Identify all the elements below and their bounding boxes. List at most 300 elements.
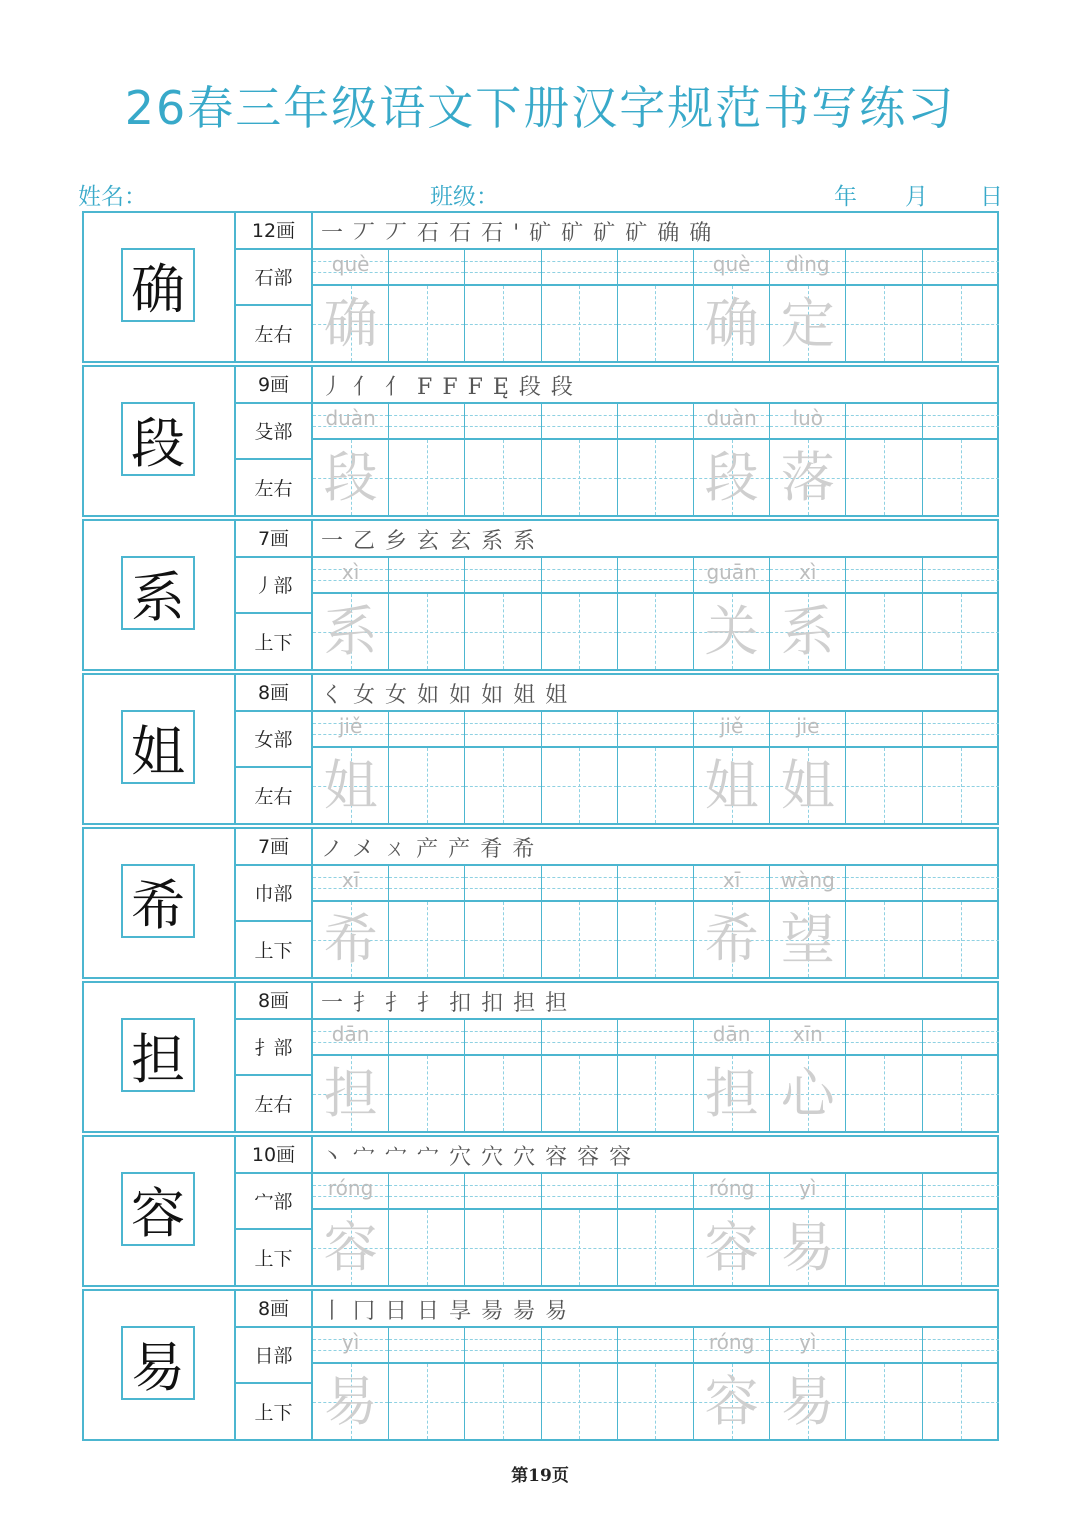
stroke-order-row bbox=[313, 213, 999, 250]
writing-cell[interactable] bbox=[694, 866, 770, 977]
stroke-step: 丶 bbox=[321, 1145, 354, 1170]
writing-cell[interactable] bbox=[923, 404, 999, 515]
writing-cell[interactable] bbox=[465, 558, 541, 669]
writing-cell[interactable] bbox=[542, 404, 618, 515]
trace-char: 关 bbox=[704, 600, 759, 663]
stroke-step: F bbox=[417, 375, 443, 400]
stroke-step: 乙 bbox=[353, 529, 386, 554]
stroke-step: 玄 bbox=[417, 529, 450, 554]
tian-grid bbox=[542, 286, 617, 361]
pinyin-guide-line bbox=[923, 1185, 999, 1186]
model-char-cell bbox=[84, 213, 236, 361]
char-block bbox=[82, 673, 999, 825]
writing-cell[interactable] bbox=[465, 250, 541, 361]
stroke-step: Ę bbox=[492, 375, 519, 400]
trace-pinyin: què bbox=[712, 252, 751, 276]
pinyin-lines bbox=[542, 712, 617, 748]
grid-guide-horizontal bbox=[618, 1094, 693, 1095]
tian-grid bbox=[465, 1364, 540, 1439]
grid-guide-horizontal bbox=[618, 478, 693, 479]
pinyin-guide-line bbox=[923, 1196, 999, 1197]
stroke-order-sequence bbox=[321, 370, 583, 401]
pinyin-guide-line bbox=[389, 569, 464, 570]
pinyin-lines bbox=[694, 866, 769, 902]
stroke-count-label: 7画 bbox=[236, 521, 311, 558]
grid-guide-horizontal bbox=[465, 940, 540, 941]
stroke-step: 玄 bbox=[449, 529, 482, 554]
grid-guide-horizontal bbox=[618, 940, 693, 941]
writing-cell[interactable] bbox=[542, 1020, 618, 1131]
stroke-step: 穴 bbox=[449, 1145, 482, 1170]
pinyin-guide-line bbox=[389, 1185, 464, 1186]
pinyin-lines bbox=[618, 866, 693, 902]
grid-guide-horizontal bbox=[389, 1402, 464, 1403]
pinyin-lines bbox=[389, 1328, 464, 1364]
writing-cell[interactable] bbox=[846, 1020, 922, 1131]
writing-cell[interactable] bbox=[389, 558, 465, 669]
writing-cell[interactable] bbox=[542, 866, 618, 977]
trace-pinyin: què bbox=[331, 252, 370, 276]
pinyin-lines bbox=[846, 250, 921, 286]
practice-grid bbox=[313, 1020, 999, 1131]
pinyin-lines bbox=[313, 866, 388, 902]
pinyin-guide-line bbox=[618, 734, 693, 735]
char-info bbox=[236, 983, 313, 1131]
writing-cell[interactable] bbox=[618, 866, 694, 977]
pinyin-guide-line bbox=[542, 261, 617, 262]
writing-cell[interactable] bbox=[465, 712, 541, 823]
stroke-step: 姐 bbox=[513, 683, 546, 708]
pinyin-lines bbox=[389, 1174, 464, 1210]
trace-char: 姐 bbox=[704, 754, 759, 817]
char-block bbox=[82, 981, 999, 1133]
stroke-step: 担 bbox=[513, 991, 546, 1016]
writing-cell[interactable] bbox=[389, 712, 465, 823]
writing-cell[interactable] bbox=[389, 866, 465, 977]
pinyin-lines bbox=[694, 250, 769, 286]
pinyin-lines bbox=[770, 866, 845, 902]
pinyin-guide-line bbox=[618, 580, 693, 581]
pinyin-guide-line bbox=[465, 877, 540, 878]
stroke-step: 扣 bbox=[481, 991, 514, 1016]
grid-guide-horizontal bbox=[923, 632, 999, 633]
pinyin-lines bbox=[465, 404, 540, 440]
stroke-step: 㫗 bbox=[449, 1299, 482, 1324]
stroke-step: 丆 bbox=[353, 221, 386, 246]
pinyin-guide-line bbox=[618, 877, 693, 878]
writing-cell[interactable] bbox=[389, 404, 465, 515]
writing-cell[interactable] bbox=[770, 250, 846, 361]
writing-cell[interactable] bbox=[465, 866, 541, 977]
grid-guide-horizontal bbox=[846, 1248, 921, 1249]
tian-grid bbox=[846, 748, 921, 823]
writing-cell[interactable] bbox=[542, 558, 618, 669]
writing-cell[interactable] bbox=[923, 1020, 999, 1131]
grid-guide-horizontal bbox=[465, 1094, 540, 1095]
pinyin-guide-line bbox=[846, 734, 921, 735]
char-info bbox=[236, 521, 313, 669]
writing-cell[interactable] bbox=[923, 250, 999, 361]
radical-label: 殳部 bbox=[236, 404, 311, 460]
writing-cell[interactable] bbox=[465, 1020, 541, 1131]
stroke-step: 容 bbox=[577, 1145, 610, 1170]
tian-grid bbox=[542, 902, 617, 977]
writing-cell[interactable] bbox=[313, 1174, 389, 1285]
writing-cell[interactable] bbox=[923, 1174, 999, 1285]
writing-cell[interactable] bbox=[846, 250, 922, 361]
pinyin-guide-line bbox=[389, 1350, 464, 1351]
tian-grid bbox=[770, 1056, 845, 1131]
writing-cell[interactable] bbox=[313, 712, 389, 823]
trace-pinyin: róng bbox=[708, 1176, 755, 1200]
grid-guide-horizontal bbox=[389, 632, 464, 633]
writing-cell[interactable] bbox=[542, 1328, 618, 1439]
pinyin-guide-line bbox=[465, 1042, 540, 1043]
trace-char: 段 bbox=[704, 446, 759, 509]
grid-guide-horizontal bbox=[846, 786, 921, 787]
model-char-cell bbox=[84, 1137, 236, 1285]
writing-cell[interactable] bbox=[542, 712, 618, 823]
trace-char: 落 bbox=[780, 446, 835, 509]
stroke-order-sequence bbox=[321, 678, 577, 709]
pinyin-guide-line bbox=[846, 272, 921, 273]
grid-guide-horizontal bbox=[846, 632, 921, 633]
tian-grid bbox=[313, 1056, 388, 1131]
stroke-step: 宀 bbox=[353, 1145, 386, 1170]
pinyin-lines bbox=[389, 250, 464, 286]
pinyin-guide-line bbox=[389, 723, 464, 724]
radical-label: 宀部 bbox=[236, 1174, 311, 1230]
trace-char: 担 bbox=[323, 1062, 378, 1125]
writing-cell[interactable] bbox=[465, 1328, 541, 1439]
stroke-step: 扣 bbox=[449, 991, 482, 1016]
stroke-step: く bbox=[321, 683, 354, 708]
writing-cell[interactable] bbox=[846, 404, 922, 515]
writing-cell[interactable] bbox=[618, 558, 694, 669]
pinyin-lines bbox=[465, 1328, 540, 1364]
trace-char: 姐 bbox=[323, 754, 378, 817]
trace-char: 段 bbox=[323, 446, 378, 509]
pinyin-guide-line bbox=[923, 261, 999, 262]
pinyin-guide-line bbox=[846, 569, 921, 570]
writing-cell[interactable] bbox=[846, 1328, 922, 1439]
pinyin-guide-line bbox=[389, 261, 464, 262]
stroke-step: 丨 bbox=[321, 1299, 354, 1324]
model-char-cell bbox=[84, 675, 236, 823]
pinyin-lines bbox=[389, 404, 464, 440]
writing-cell[interactable] bbox=[694, 1174, 770, 1285]
writing-cell[interactable] bbox=[770, 712, 846, 823]
writing-cell[interactable] bbox=[618, 712, 694, 823]
trace-pinyin: xīn bbox=[792, 1022, 823, 1046]
pinyin-lines bbox=[923, 558, 999, 594]
grid-guide-horizontal bbox=[542, 478, 617, 479]
tian-grid bbox=[389, 1364, 464, 1439]
stroke-step: 希 bbox=[512, 837, 545, 862]
writing-cell[interactable] bbox=[694, 558, 770, 669]
writing-cell[interactable] bbox=[770, 1328, 846, 1439]
pinyin-guide-line bbox=[465, 1185, 540, 1186]
tian-grid bbox=[694, 440, 769, 515]
tian-grid bbox=[618, 286, 693, 361]
grid-guide-horizontal bbox=[923, 786, 999, 787]
writing-cell[interactable] bbox=[923, 866, 999, 977]
pinyin-lines bbox=[618, 558, 693, 594]
pinyin-lines bbox=[313, 250, 388, 286]
model-char-cell bbox=[84, 829, 236, 977]
writing-cell[interactable] bbox=[313, 558, 389, 669]
tian-grid bbox=[694, 594, 769, 669]
trace-pinyin: xì bbox=[341, 560, 360, 584]
trace-pinyin: yì bbox=[799, 1176, 817, 1200]
writing-cell[interactable] bbox=[618, 404, 694, 515]
structure-label: 左右 bbox=[254, 786, 293, 808]
radical-label: 女部 bbox=[236, 712, 311, 768]
pinyin-lines bbox=[313, 712, 388, 748]
writing-cell[interactable] bbox=[313, 250, 389, 361]
tian-grid bbox=[694, 748, 769, 823]
grid-guide-horizontal bbox=[618, 1248, 693, 1249]
pinyin-guide-line bbox=[465, 723, 540, 724]
tian-grid bbox=[465, 1056, 540, 1131]
trace-pinyin: róng bbox=[708, 1330, 755, 1354]
writing-cell[interactable] bbox=[313, 866, 389, 977]
grid-guide-horizontal bbox=[389, 324, 464, 325]
writing-cell[interactable] bbox=[846, 866, 922, 977]
grid-guide-horizontal bbox=[542, 1248, 617, 1249]
writing-cell[interactable] bbox=[770, 404, 846, 515]
trace-pinyin: xì bbox=[799, 560, 817, 584]
stroke-step: 昜 bbox=[513, 1299, 546, 1324]
writing-cell[interactable] bbox=[770, 1020, 846, 1131]
writing-cell[interactable] bbox=[313, 1020, 389, 1131]
pinyin-guide-line bbox=[542, 723, 617, 724]
pinyin-lines bbox=[846, 1174, 921, 1210]
trace-pinyin: dān bbox=[712, 1022, 751, 1046]
stroke-step: 穴 bbox=[481, 1145, 514, 1170]
tian-grid bbox=[465, 902, 540, 977]
pinyin-lines bbox=[846, 1020, 921, 1056]
pinyin-guide-line bbox=[465, 569, 540, 570]
pinyin-lines bbox=[923, 866, 999, 902]
pinyin-guide-line bbox=[389, 1031, 464, 1032]
writing-cell[interactable] bbox=[389, 1174, 465, 1285]
writing-cell[interactable] bbox=[313, 1328, 389, 1439]
stroke-step: ㄨ bbox=[384, 837, 417, 862]
stroke-step: 矿 bbox=[561, 221, 594, 246]
writing-cell[interactable] bbox=[770, 1174, 846, 1285]
pinyin-lines bbox=[313, 1020, 388, 1056]
tian-grid bbox=[542, 1056, 617, 1131]
stroke-count-label: 12画 bbox=[236, 213, 311, 250]
pinyin-lines bbox=[465, 712, 540, 748]
writing-cell[interactable] bbox=[618, 1020, 694, 1131]
stroke-order-sequence bbox=[321, 832, 544, 863]
pinyin-lines bbox=[923, 1174, 999, 1210]
trace-pinyin: yì bbox=[341, 1330, 360, 1354]
pinyin-guide-line bbox=[923, 415, 999, 416]
grid-guide-horizontal bbox=[542, 324, 617, 325]
class-label: 班级： bbox=[430, 184, 499, 210]
tian-grid bbox=[770, 286, 845, 361]
writing-cell[interactable] bbox=[542, 250, 618, 361]
stroke-step: 丿 bbox=[321, 375, 354, 400]
pinyin-lines bbox=[923, 404, 999, 440]
stroke-step: F bbox=[467, 375, 493, 400]
pinyin-guide-line bbox=[389, 734, 464, 735]
pinyin-guide-line bbox=[465, 415, 540, 416]
model-char: 容 bbox=[121, 1172, 195, 1246]
pinyin-guide-line bbox=[618, 1042, 693, 1043]
pinyin-lines bbox=[313, 1328, 388, 1364]
writing-cell[interactable] bbox=[923, 558, 999, 669]
trace-pinyin: dìng bbox=[785, 252, 830, 276]
tian-grid bbox=[542, 594, 617, 669]
stroke-count-label: 8画 bbox=[236, 1291, 311, 1328]
pinyin-guide-line bbox=[618, 723, 693, 724]
pinyin-lines bbox=[694, 1328, 769, 1364]
pinyin-guide-line bbox=[846, 888, 921, 889]
pinyin-guide-line bbox=[542, 580, 617, 581]
stroke-step: 亻 bbox=[353, 375, 386, 400]
tian-grid bbox=[846, 902, 921, 977]
writing-cell[interactable] bbox=[694, 712, 770, 823]
pinyin-guide-line bbox=[618, 569, 693, 570]
pinyin-guide-line bbox=[465, 272, 540, 273]
tian-grid bbox=[313, 1210, 388, 1285]
grid-guide-horizontal bbox=[389, 1248, 464, 1249]
pinyin-guide-line bbox=[465, 1339, 540, 1340]
page-number: 第19页 bbox=[511, 1466, 569, 1486]
pinyin-lines bbox=[618, 404, 693, 440]
pinyin-lines bbox=[923, 1328, 999, 1364]
stroke-count-label: 8画 bbox=[236, 983, 311, 1020]
writing-cell[interactable] bbox=[465, 1174, 541, 1285]
grid-guide-horizontal bbox=[618, 324, 693, 325]
writing-cell[interactable] bbox=[694, 1020, 770, 1131]
stroke-step: 系 bbox=[513, 529, 546, 554]
stroke-step: 宀 bbox=[385, 1145, 418, 1170]
stroke-count-label: 7画 bbox=[236, 829, 311, 866]
tian-grid bbox=[389, 1210, 464, 1285]
char-block bbox=[82, 211, 999, 363]
practice-grid bbox=[313, 866, 999, 977]
writing-cell[interactable] bbox=[846, 1174, 922, 1285]
radical-label: 丿部 bbox=[236, 558, 311, 614]
writing-cell[interactable] bbox=[618, 1174, 694, 1285]
stroke-step: 确 bbox=[657, 221, 690, 246]
day-label: 日 bbox=[980, 184, 1003, 210]
pinyin-guide-line bbox=[465, 426, 540, 427]
stroke-step: メ bbox=[352, 837, 385, 862]
model-char: 姐 bbox=[121, 710, 195, 784]
tian-grid bbox=[465, 594, 540, 669]
pinyin-guide-line bbox=[465, 261, 540, 262]
pinyin-guide-line bbox=[846, 261, 921, 262]
pinyin-guide-line bbox=[923, 723, 999, 724]
tian-grid bbox=[618, 1364, 693, 1439]
tian-grid bbox=[542, 1364, 617, 1439]
writing-cell[interactable] bbox=[313, 404, 389, 515]
tian-grid bbox=[313, 902, 388, 977]
tian-grid bbox=[770, 902, 845, 977]
writing-cell[interactable] bbox=[770, 866, 846, 977]
stroke-step: F bbox=[442, 375, 468, 400]
trace-char: 易 bbox=[780, 1216, 835, 1279]
pinyin-guide-line bbox=[618, 1339, 693, 1340]
model-char: 希 bbox=[121, 864, 195, 938]
stroke-step: 矿 bbox=[593, 221, 626, 246]
pinyin-lines bbox=[618, 1174, 693, 1210]
writing-cell[interactable] bbox=[923, 1328, 999, 1439]
pinyin-lines bbox=[846, 866, 921, 902]
writing-cell[interactable] bbox=[465, 404, 541, 515]
writing-cell[interactable] bbox=[389, 1020, 465, 1131]
stroke-step: 石' bbox=[481, 221, 530, 246]
pinyin-guide-line bbox=[923, 888, 999, 889]
char-block bbox=[82, 1289, 999, 1441]
pinyin-guide-line bbox=[618, 1185, 693, 1186]
radical-label: 石部 bbox=[236, 250, 311, 306]
structure-label: 上下 bbox=[254, 940, 293, 962]
char-info bbox=[236, 367, 313, 515]
grid-guide-horizontal bbox=[846, 324, 921, 325]
writing-cell[interactable] bbox=[694, 404, 770, 515]
pinyin-guide-line bbox=[923, 272, 999, 273]
char-block bbox=[82, 1135, 999, 1287]
tian-grid bbox=[542, 748, 617, 823]
model-char: 系 bbox=[121, 556, 195, 630]
stroke-step: 石 bbox=[417, 221, 450, 246]
writing-cell[interactable] bbox=[389, 250, 465, 361]
writing-cell[interactable] bbox=[542, 1174, 618, 1285]
pinyin-guide-line bbox=[465, 888, 540, 889]
writing-cell[interactable] bbox=[923, 712, 999, 823]
stroke-order-sequence bbox=[321, 1140, 641, 1171]
writing-cell[interactable] bbox=[694, 250, 770, 361]
writing-cell[interactable] bbox=[618, 1328, 694, 1439]
stroke-order-row bbox=[313, 521, 999, 558]
pinyin-guide-line bbox=[618, 1350, 693, 1351]
stroke-step: 石 bbox=[449, 221, 482, 246]
stroke-step: 肴 bbox=[480, 837, 513, 862]
writing-cell[interactable] bbox=[618, 250, 694, 361]
grid-guide-horizontal bbox=[923, 478, 999, 479]
writing-cell[interactable] bbox=[694, 1328, 770, 1439]
pinyin-guide-line bbox=[618, 1196, 693, 1197]
stroke-step: 昜 bbox=[481, 1299, 514, 1324]
stroke-step: 冂 bbox=[353, 1299, 386, 1324]
tian-grid bbox=[542, 1210, 617, 1285]
pinyin-lines bbox=[694, 558, 769, 594]
pinyin-guide-line bbox=[542, 877, 617, 878]
stroke-step: 担 bbox=[545, 991, 578, 1016]
writing-cell[interactable] bbox=[389, 1328, 465, 1439]
pinyin-lines bbox=[618, 1020, 693, 1056]
stroke-step: 穴 bbox=[513, 1145, 546, 1170]
pinyin-lines bbox=[542, 404, 617, 440]
grid-guide-horizontal bbox=[542, 940, 617, 941]
tian-grid bbox=[389, 286, 464, 361]
stroke-step: 姐 bbox=[545, 683, 578, 708]
pinyin-guide-line bbox=[923, 580, 999, 581]
grid-guide-horizontal bbox=[465, 1402, 540, 1403]
stroke-step: 乡 bbox=[385, 529, 418, 554]
writing-cell[interactable] bbox=[846, 712, 922, 823]
writing-cell[interactable] bbox=[770, 558, 846, 669]
writing-cell[interactable] bbox=[846, 558, 922, 669]
stroke-step: 如 bbox=[417, 683, 450, 708]
